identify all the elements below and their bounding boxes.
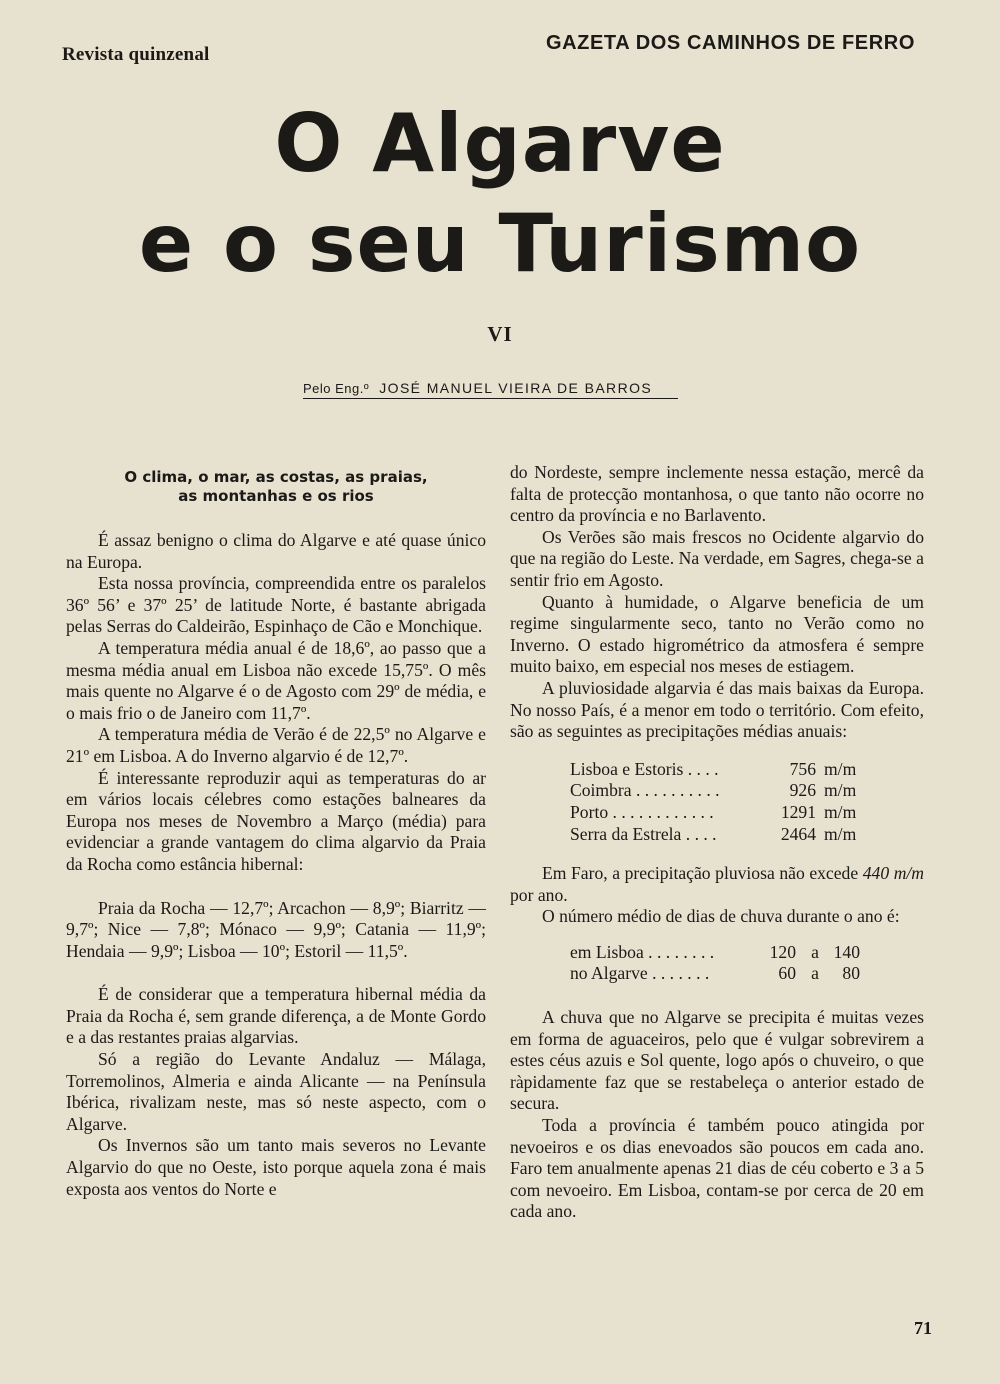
paragraph: A temperatura média anual é de 18,6º, ao passo que a mesma média anual em Lisboa não excede 15,75º. O mês mais quente no Algarve é o de Agosto com 29º de média, e o mais frio o de Janeiro com 11,7º. bbox=[66, 637, 486, 723]
table-row bbox=[570, 963, 860, 985]
table-cell-sep: a bbox=[811, 941, 819, 962]
article-title-line-1: O Algarve bbox=[274, 97, 726, 190]
table-cell-place: Lisboa e Estoris . . . . bbox=[570, 758, 719, 779]
table-cell-unit: m/m bbox=[824, 823, 857, 844]
paragraph: É assaz benigno o clima do Algarve e até quase único na Europa. bbox=[66, 530, 486, 572]
table-cell-value: 1291 bbox=[780, 801, 816, 822]
table-cell-to: 140 bbox=[833, 941, 860, 962]
section-heading bbox=[66, 468, 486, 506]
paragraph: Os Invernos são um tanto mais severos no Levante Algarvio do que no Oeste, isto porque aquela zona é mais exposta aos ventos do Norte e bbox=[66, 1135, 486, 1199]
table-row bbox=[570, 824, 856, 846]
section-heading-line-2: as montanhas e os rios bbox=[178, 487, 374, 505]
author-name: JOSÉ MANUEL VIEIRA DE BARROS bbox=[379, 380, 653, 396]
table-cell-from: 120 bbox=[769, 941, 796, 962]
page-number: 71 bbox=[914, 1318, 932, 1338]
paragraph: Os Verões são mais frescos no Ocidente algarvio do que na região do Leste. Na verdade, em Sagres, chega-se a sentir frio em Agosto. bbox=[510, 526, 924, 590]
table-cell-sep: a bbox=[811, 963, 819, 984]
table-row bbox=[570, 942, 860, 964]
paragraph: A temperatura média de Verão é de 22,5º no Algarve e 21º em Lisboa. A do Inverno algarvio é de 12,7º. bbox=[66, 724, 486, 766]
table-cell-from: 60 bbox=[778, 963, 796, 984]
faro-paragraph bbox=[510, 863, 924, 906]
rain-days-table bbox=[570, 942, 860, 985]
paragraph: O número médio de dias de chuva durante o ano é: bbox=[542, 906, 900, 927]
temperature-list: Praia da Rocha — 12,7º; Arcachon — 8,9º; Biarritz — 9,7º; Nice — 7,8º; Mónaco — 9,9º; Catania — 11,9º; Hendaia — 9,9º; Lisboa — 10º; Estoril — 11,5º. bbox=[66, 897, 486, 961]
table-cell-value: 926 bbox=[789, 780, 816, 801]
running-head-left: Revista quinzenal bbox=[62, 44, 210, 65]
paragraph: Quanto à humidade, o Algarve beneficia de um regime singularmente seco, tanto no Verão como no Inverno. O estado higrométrico da atmosfera é sempre muito baixo, em especial nos meses de estiagem. bbox=[510, 591, 924, 677]
table-cell-place: Serra da Estrela . . . . bbox=[570, 823, 717, 844]
table-cell-unit: m/m bbox=[824, 801, 857, 822]
section-heading-line-1: O clima, o mar, as costas, as praias, bbox=[124, 468, 428, 486]
table-cell-place: Coimbra . . . . . . . . . . bbox=[570, 780, 720, 801]
table-row bbox=[570, 759, 856, 781]
paragraph: do Nordeste, sempre inclemente nessa estação, mercê da falta de protecção montanhosa, o que tanto não ocorre no centro da província e no Barlavento. bbox=[510, 462, 924, 526]
faro-tail: por ano. bbox=[510, 884, 568, 905]
paragraph: Só a região do Levante Andaluz — Málaga, Torremolinos, Almeria e ainda Alicante — na Península Ibérica, rivalizam neste, mas só neste aspecto, com o Algarve. bbox=[66, 1049, 486, 1134]
running-head-right: GAZETA DOS CAMINHOS DE FERRO bbox=[545, 32, 915, 54]
table-cell-place: Porto . . . . . . . . . . . . bbox=[570, 801, 714, 822]
article-title-line-2: e o seu Turismo bbox=[138, 197, 862, 290]
table-cell-place: no Algarve . . . . . . . bbox=[570, 963, 710, 984]
byline-prefix: Pelo Eng.º bbox=[303, 381, 370, 396]
table-row bbox=[570, 802, 856, 824]
precipitation-table bbox=[570, 759, 856, 845]
faro-text: Em Faro, a precipitação pluviosa não excede bbox=[542, 863, 859, 884]
table-cell-unit: m/m bbox=[824, 758, 857, 779]
table-cell-place: em Lisboa . . . . . . . . bbox=[570, 941, 715, 962]
paragraph: Toda a província é também pouco atingida por nevoeiros e os dias enevoados são poucos em cada ano. Faro tem anualmente apenas 21 dias de céu coberto e 3 a 5 com nevoeiro. Em Lisboa, contam-se por cerca de 20 em cada ano. bbox=[510, 1115, 924, 1222]
paragraph: A chuva que no Algarve se precipita é muitas vezes em forma de aguaceiros, pelo que é vulgar sobrevirem a estes céus azuis e Sol quente, logo após o chuveiro, o que ràpidamente faz que se restabeleça o anterior estado de secura. bbox=[510, 1007, 924, 1114]
right-column bbox=[510, 462, 924, 1223]
table-cell-to: 80 bbox=[842, 963, 860, 984]
table-cell-unit: m/m bbox=[824, 780, 857, 801]
paragraph: A pluviosidade algarvia é das mais baixas da Europa. No nosso País, é a menor em todo o território. Com efeito, são as seguintes as precipitações médias anuais: bbox=[510, 677, 924, 742]
paragraph: Esta nossa província, compreendida entre os paralelos 36º 56’ e 37º 25’ de latitude Norte, é bastante abrigada pelas Serras do Caldeirão, Espinhaço de Cão e Monchique. bbox=[66, 573, 486, 637]
paragraph: É de considerar que a temperatura hibernal média da Praia da Rocha é, sem grande diferença, a de Monte Gordo e a das restantes praias algarvias. bbox=[66, 984, 486, 1048]
part-number: VI bbox=[487, 322, 513, 346]
table-cell-value: 756 bbox=[789, 758, 816, 779]
table-cell-value: 2464 bbox=[780, 823, 816, 844]
left-column bbox=[66, 464, 486, 1200]
faro-value: 440 m/m bbox=[862, 863, 924, 884]
table-row bbox=[570, 780, 856, 802]
paragraph: É interessante reproduzir aqui as temperaturas do ar em vários locais célebres como estações balneares da Europa nos meses de Novembro a Março (média) para evidenciar a grande vantagem do clima algarvio da Praia da Rocha como estância hibernal: bbox=[66, 767, 486, 874]
byline bbox=[303, 380, 678, 399]
